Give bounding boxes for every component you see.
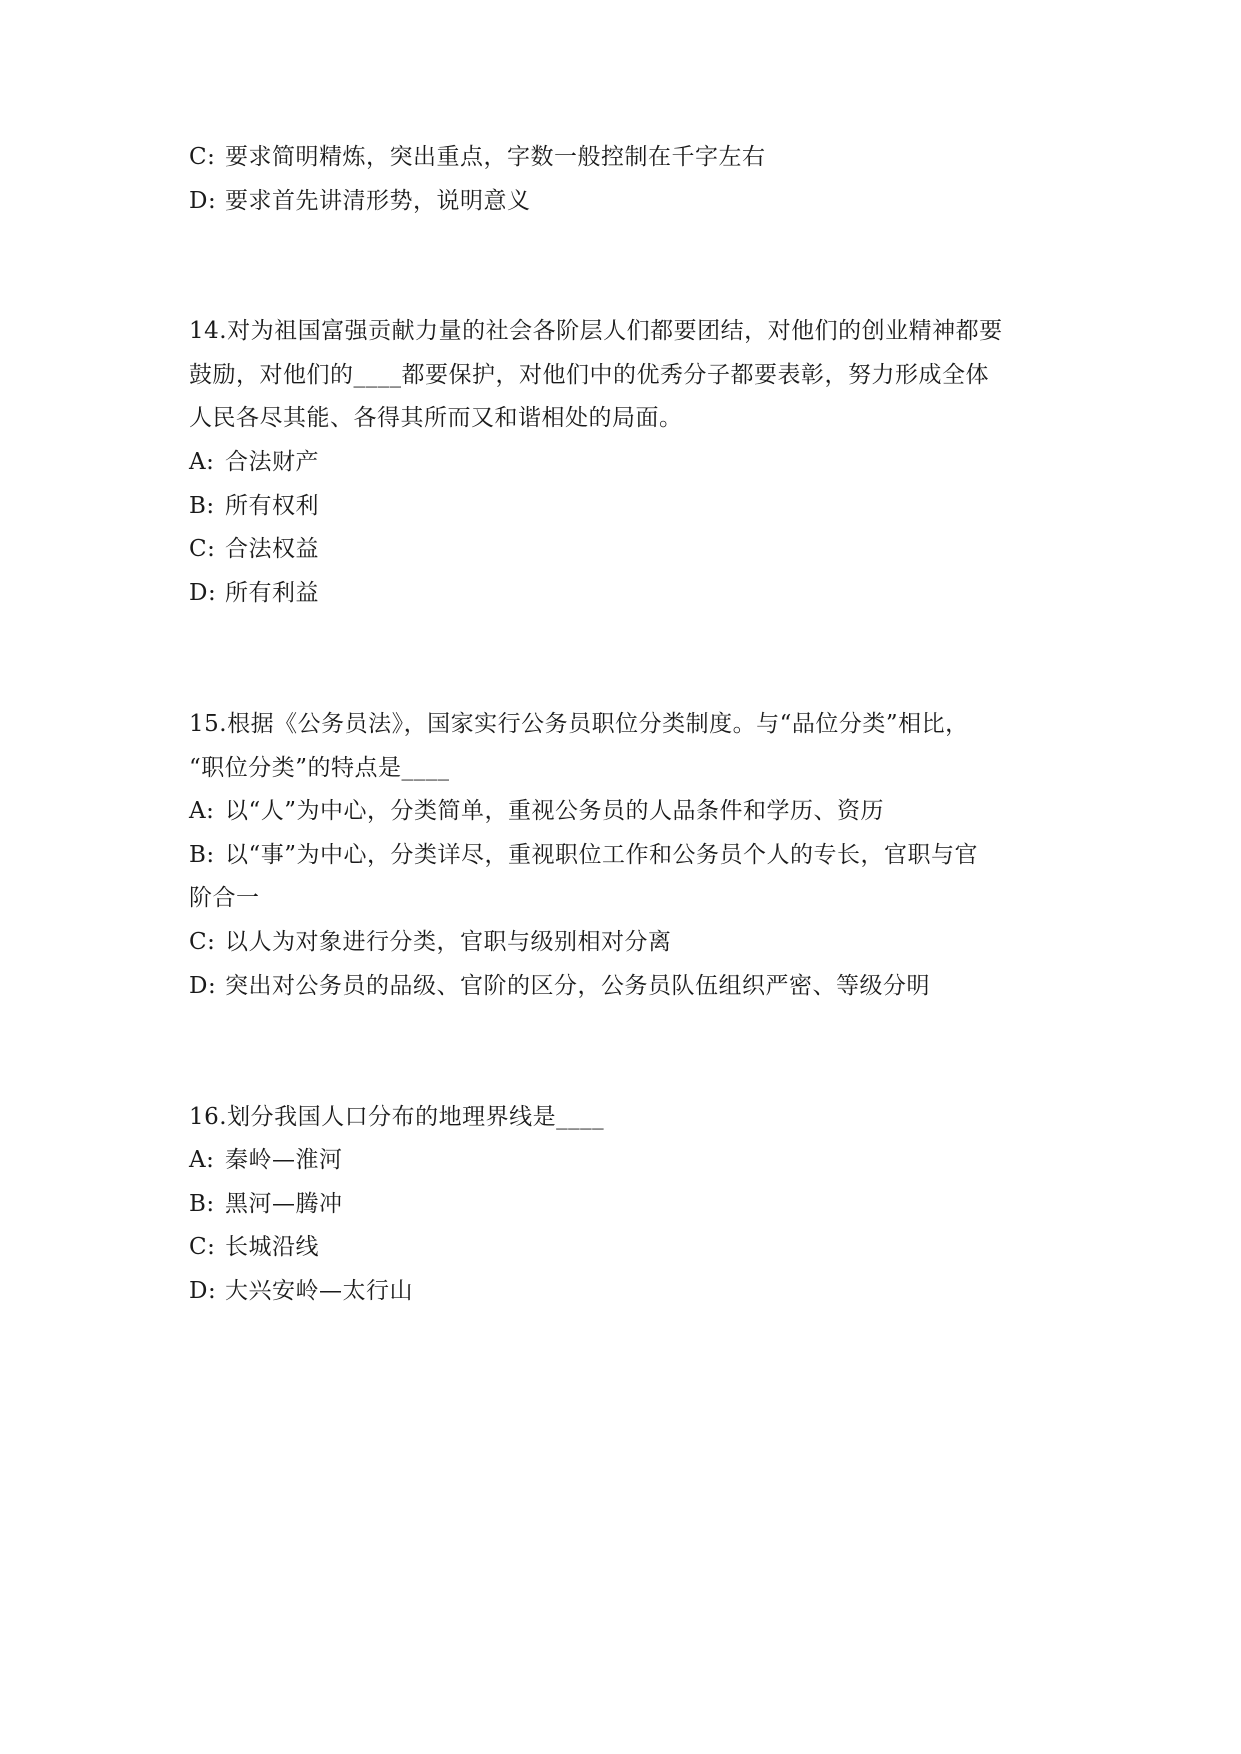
q15-stem-line-2: “职位分类”的特点是____ <box>189 755 450 781</box>
option-text: 阶合一 <box>189 885 260 911</box>
q14-stem-line-2: 鼓励，对他们的____都要保护，对他们中的优秀分子都要表彰，努力形成全体 <box>189 362 989 388</box>
option-letter: A: <box>189 798 215 824</box>
option-letter: C: <box>189 1234 216 1260</box>
option-letter: B: <box>189 1191 215 1217</box>
option-text: 黑河—腾冲 <box>225 1191 343 1217</box>
option-text: 长城沿线 <box>225 1234 319 1260</box>
option-text: 合法财产 <box>225 449 319 475</box>
q14-stem-line-3: 人民各尽其能、各得其所而又和谐相处的局面。 <box>189 405 683 431</box>
q15-stem-line-1: 15.根据《公务员法》，国家实行公务员职位分类制度。与“品位分类”相比， <box>189 711 969 737</box>
option-text: 以“事”为中心，分类详尽，重视职位工作和公务员个人的专长，官职与官 <box>225 842 979 868</box>
q14-option-a <box>189 447 1069 477</box>
q14-stem-line-1: 14.对为祖国富强贡献力量的社会各阶层人们都要团结，对他们的创业精神都要 <box>189 318 1003 344</box>
q15-option-c <box>189 927 1069 957</box>
option-text: 所有权利 <box>225 493 319 519</box>
option-text: 所有利益 <box>225 580 319 606</box>
q16-option-d <box>189 1276 1069 1306</box>
option-letter: A: <box>189 449 215 475</box>
option-letter: D: <box>189 1278 217 1304</box>
option-text: 秦岭—淮河 <box>225 1147 343 1173</box>
q16-stem-line-1: 16.划分我国人口分布的地理界线是____ <box>189 1104 605 1130</box>
prev-option-c <box>189 142 1069 172</box>
option-letter: A: <box>189 1147 215 1173</box>
q16-option-b <box>189 1189 1069 1219</box>
option-text: 大兴安岭—太行山 <box>225 1278 413 1304</box>
option-text: 以人为对象进行分类，官职与级别相对分离 <box>225 929 672 955</box>
option-letter: D: <box>189 973 217 999</box>
option-letter: B: <box>189 842 215 868</box>
option-letter: C: <box>189 144 216 170</box>
option-letter: D: <box>189 580 217 606</box>
q14-option-c <box>189 534 1069 564</box>
q15-option-d <box>189 971 1069 1001</box>
option-text: 突出对公务员的品级、官阶的区分，公务员队伍组织严密、等级分明 <box>225 973 930 999</box>
q14-option-b <box>189 491 1069 521</box>
option-letter: B: <box>189 493 215 519</box>
q14-option-d <box>189 578 1069 608</box>
option-text: 要求简明精炼，突出重点，字数一般控制在千字左右 <box>225 144 766 170</box>
option-text: 要求首先讲清形势，说明意义 <box>225 188 531 214</box>
q16-option-c <box>189 1232 1069 1262</box>
q15-option-b <box>189 840 1069 870</box>
option-letter: C: <box>189 929 216 955</box>
option-text: 以“人”为中心，分类简单，重视公务员的人品条件和学历、资历 <box>225 798 885 824</box>
option-letter: D: <box>189 188 217 214</box>
option-text: 合法权益 <box>225 536 319 562</box>
option-letter: C: <box>189 536 216 562</box>
q16-option-a <box>189 1145 1069 1175</box>
q15-option-a <box>189 796 1069 826</box>
prev-option-d <box>189 186 1069 216</box>
q15-option-b-continued <box>189 883 1069 913</box>
